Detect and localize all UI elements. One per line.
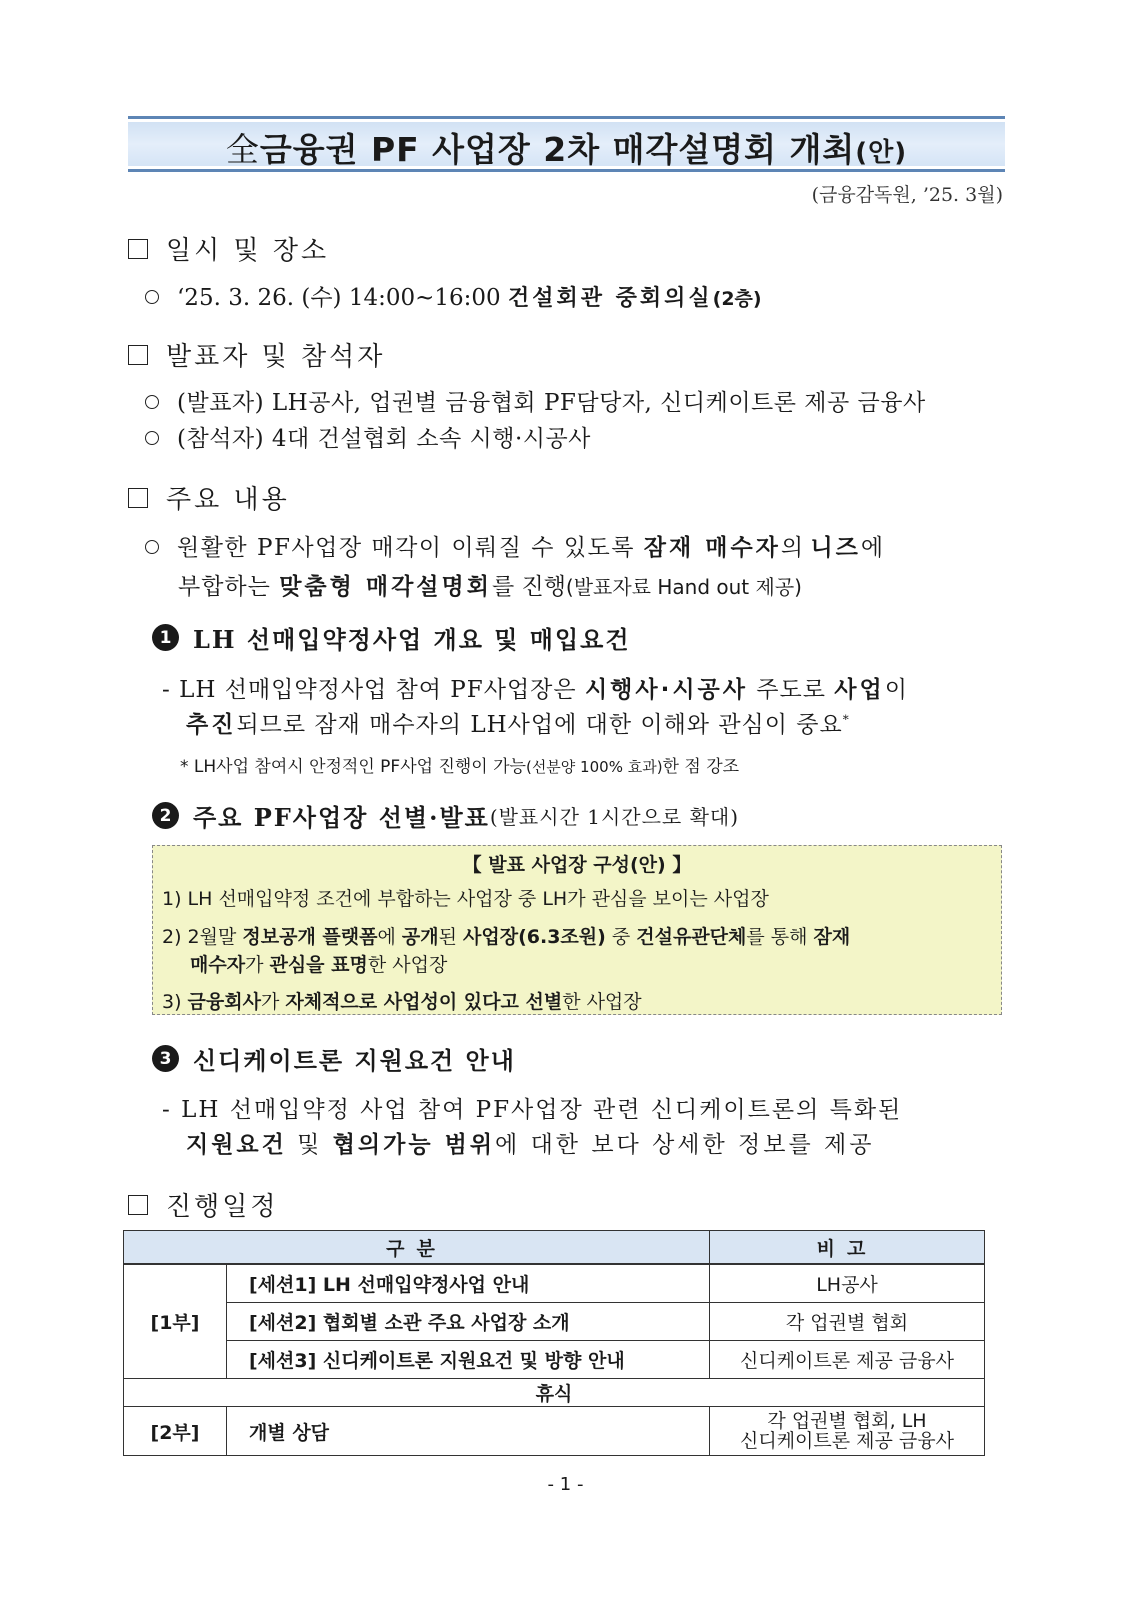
session-note: LH공사 <box>710 1264 985 1303</box>
content-para-line1: 원활한 PF사업장 매각이 이뤄질 수 있도록 잠재 매수자의 니즈에 <box>145 529 883 562</box>
session-note: 신디케이트론 제공 금융사 <box>710 1341 985 1379</box>
table-row <box>124 1341 985 1379</box>
session-note: 각 업권별 협회 <box>710 1303 985 1341</box>
table-row <box>124 1303 985 1341</box>
item3-desc-line1: - LH 선매입약정 사업 참여 PF사업장 관련 신디케이트론의 특화된 <box>162 1097 903 1123</box>
checkbox-square-icon <box>128 488 148 508</box>
bullet-datetime: ‘25. 3. 26. (수) 14:00~16:00 건설회관 중회의실(2층) <box>145 279 762 312</box>
item1-heading: 1 LH 선매입약정사업 개요 및 매입요건 <box>152 620 631 655</box>
item2-heading: 2 주요 PF사업장 선별·발표 (발표시간 1시간으로 확대) <box>152 798 739 833</box>
title-main: 금융권 PF 사업장 2차 매각설명회 개최 <box>259 130 856 169</box>
bullet-attendees: (참석자) 4대 건설협회 소속 시행·시공사 <box>145 420 591 453</box>
session-label: [세션2] 협회별 소관 주요 사업장 소개 <box>227 1303 710 1341</box>
table-row <box>124 1407 985 1456</box>
table-row <box>124 1264 985 1303</box>
table-row-break <box>124 1379 985 1407</box>
circle-bullet-icon <box>145 290 159 304</box>
part2-label: [2부] <box>124 1407 227 1456</box>
section-heading-content: 주요 내용 <box>128 479 290 516</box>
part2-session: 개별 상담 <box>227 1407 710 1456</box>
number-1-icon: 1 <box>152 624 179 651</box>
checkbox-square-icon <box>128 239 148 259</box>
content-para-line2: 부합하는 맞춤형 매각설명회를 진행(발표자료 Hand out 제공) <box>178 574 802 600</box>
table-header-row <box>124 1231 985 1265</box>
schedule-table <box>123 1230 985 1456</box>
session-label: [세션1] LH 선매입약정사업 안내 <box>227 1264 710 1303</box>
bullet-presenters: (발표자) LH공사, 업권별 금융협회 PF담당자, 신디케이트론 제공 금융사 <box>145 384 926 417</box>
item1-footnote: * LH사업 참여시 안정적인 PF사업 진행이 가능(선분양 100% 효과)한 점 강조 <box>180 757 740 777</box>
page-number: - 1 - <box>547 1474 584 1495</box>
number-3-icon: 3 <box>152 1045 179 1072</box>
item3-desc-line2: 지원요건 및 협의가능 범위에 대한 보다 상세한 정보를 제공 <box>186 1132 875 1158</box>
number-2-icon: 2 <box>152 802 179 829</box>
box-row-2: 2) 2월말 정보공개 플랫폼에 공개된 사업장(6.3조원) 중 건설유관단체를 통해 잠재 <box>162 926 851 948</box>
checkbox-square-icon <box>128 1195 148 1215</box>
box-row-1: 1) LH 선매입약정 조건에 부합하는 사업장 중 LH가 관심을 보이는 사업장 <box>162 888 769 910</box>
circle-bullet-icon <box>145 395 159 409</box>
header-category: 구분 <box>124 1231 710 1265</box>
circle-bullet-icon <box>145 431 159 445</box>
checkbox-square-icon <box>128 345 148 365</box>
box-row-2-cont: 매수자가 관심을 표명한 사업장 <box>190 954 448 976</box>
section-heading-schedule: 진행일정 <box>128 1186 278 1223</box>
document-title <box>128 124 1005 171</box>
item1-desc-line1: - LH 선매입약정사업 참여 PF사업장은 시행사·시공사 주도로 사업이 <box>162 677 908 703</box>
section-heading-speakers: 발표자 및 참석자 <box>128 336 385 373</box>
box-title: 【 발표 사업장 구성(안) 】 <box>462 854 692 876</box>
break-label: 휴식 <box>124 1379 985 1407</box>
header-note: 비고 <box>710 1231 985 1265</box>
item3-heading: 3 신디케이트론 지원요건 안내 <box>152 1041 516 1076</box>
session-label: [세션3] 신디케이트론 지원요건 및 방향 안내 <box>227 1341 710 1379</box>
box-row-3: 3) 금융회사가 자체적으로 사업성이 있다고 선별한 사업장 <box>162 991 642 1013</box>
part1-label: [1부] <box>124 1264 227 1379</box>
title-prefix: 全 <box>225 130 260 169</box>
section-heading-datetime: 일시 및 장소 <box>128 230 329 267</box>
circle-bullet-icon <box>145 540 159 554</box>
source-line: (금융감독원, ’25. 3월) <box>811 184 1003 206</box>
item1-desc-line2: 추진되므로 잠재 매수자의 LH사업에 대한 이해와 관심이 중요* <box>186 712 850 738</box>
title-suffix: (안) <box>855 138 908 168</box>
part2-note: 각 업권별 협회, LH 신디케이트론 제공 금융사 <box>710 1407 985 1456</box>
